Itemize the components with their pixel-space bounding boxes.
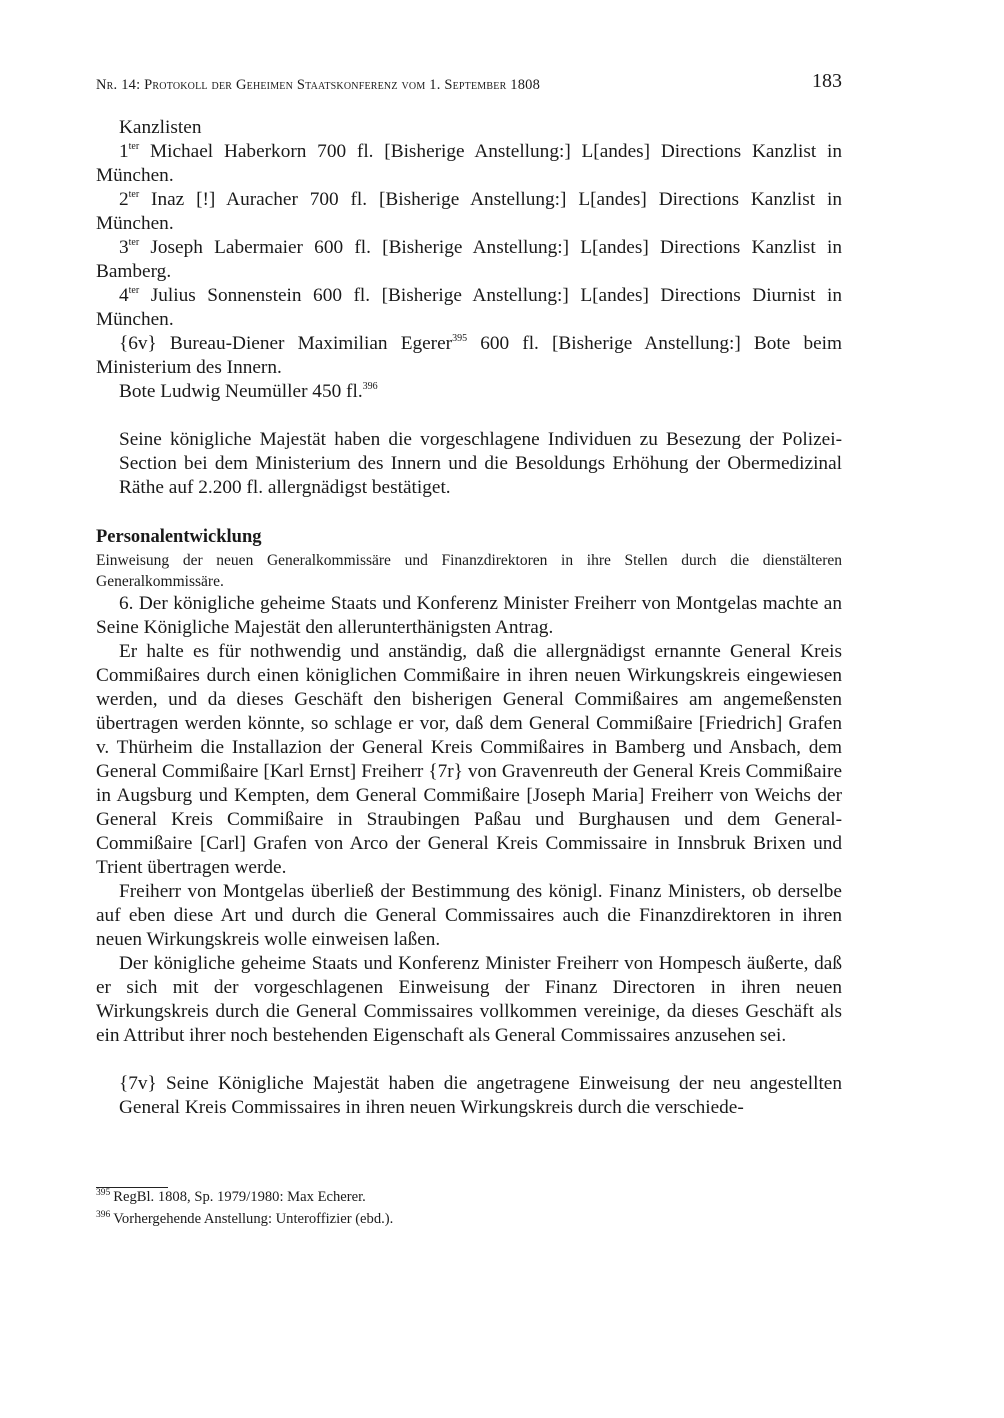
resolution-paragraph: {7v} Seine Königliche Majestät haben die angetragene Einweisung der neu angestellten General Kreis Commissaires in ihren neuen Wirkungskreis durch die verschiede- — [119, 1073, 842, 1118]
section-subheading: Einweisung der neuen Generalkommissäre und Finanzdirektoren in ihre Stellen durch die dienstälteren Generalkommissäre. — [96, 552, 842, 590]
entry-ordinal: 2 — [119, 189, 129, 210]
spacer — [96, 1048, 842, 1072]
entry-ordinal: 1 — [119, 141, 129, 162]
page-number: 183 — [812, 70, 842, 92]
spacer — [96, 500, 842, 524]
body-paragraph: Er halte es für nothwendig und anständig, daß die allergnädigst ernannte General Kreis Commißaires durch einen königlichen Commißaire in ihren neuen Wirkungskreis eingewiesen werden, und da dieses Geschäft den bisherigen General Commißaires am angemeßensten übertragen werden könnte, so schlage er vor, daß dem General Commißaire [Friedrich] Grafen v. Thürheim die Installazion der General Kreis Commißaires in Bamberg und Ansbach, dem General Commißaire [Karl Ernst] Freiherr {7r} von Gravenreuth der General Kreis Commißaire in Augsburg und Kempten, dem General Commißaire [Joseph Maria] Freiherr von Weichs der General Kreis Commißaire in Straubingen Paßau und Burghausen und dem General-Commißaire [Carl] Grafen von Arco der General Kreis Commissaire in Innsbruk Brixen und Trient übertragen werde. — [96, 641, 842, 878]
list-entry — [96, 140, 842, 188]
list-title: Kanzlisten — [119, 117, 202, 138]
body-text — [96, 116, 842, 1120]
footnote-text: Vorhergehende Anstellung: Unteroffizier (ebd.). — [113, 1211, 394, 1227]
list-entry — [96, 284, 842, 332]
list-entry — [96, 188, 842, 236]
section-heading: Personalentwicklung — [96, 527, 262, 547]
footnote-number: 395 — [96, 1188, 111, 1198]
footnote-ref: 396 — [362, 381, 378, 392]
body-paragraph: Freiherr von Montgelas überließ der Bestimmung des königl. Finanz Ministers, ob derselbe auf eben diese Art und durch die General Commissaires auch die Finanzdirektoren in ihren neuen Wirkungskreis wolle einweisen laßen. — [96, 881, 842, 950]
footnote — [96, 1186, 842, 1208]
entry-ordinal: 3 — [119, 237, 129, 258]
entry-text: Michael Haberkorn 700 fl. [Bisherige Anstellung:] L[andes] Directions Kanzlist in München. — [96, 141, 842, 186]
page-header — [96, 70, 842, 100]
bote-text: Bote Ludwig Neumüller 450 fl. — [119, 381, 363, 402]
entry-text: Julius Sonnenstein 600 fl. [Bisherige Anstellung:] L[andes] Directions Diurnist in München. — [96, 285, 842, 330]
entry-ordinal-suffix: ter — [128, 285, 140, 296]
bureau-text-end: 600 fl. [Bisherige Anstellung:] Bote beim Ministerium des Innern. — [96, 333, 843, 378]
footnote-number: 396 — [96, 1210, 111, 1220]
footnotes — [96, 1186, 842, 1230]
list-entry — [96, 236, 842, 284]
entry-ordinal-suffix: ter — [128, 141, 140, 152]
body-paragraph: Der königliche geheime Staats und Konferenz Minister Freiherr von Hompesch äußerte, daß er sich mit der vorgeschlagenen Einweisung der Finanz Directoren in ihren neuen Wirkungskreis durch die General Commissaires vollkommen vereinige, da dieses Geschäft als ein Attribut ihrer noch bestehenden Eigenschaft als General Commissaires anzusehen sei. — [96, 953, 842, 1046]
bureau-text-start: {6v} Bureau-Diener Maximilian Egerer — [119, 333, 453, 354]
footnote-ref: 395 — [452, 333, 468, 344]
bureau-diener-entry — [96, 332, 842, 380]
footnote — [96, 1208, 842, 1230]
spacer — [96, 404, 842, 428]
footnote-text: RegBl. 1808, Sp. 1979/1980: Max Echerer. — [113, 1189, 366, 1205]
entry-text: Inaz [!] Auracher 700 fl. [Bisherige Anstellung:] L[andes] Directions Kanzlist in München. — [96, 189, 842, 234]
bote-entry — [96, 380, 842, 404]
entry-ordinal: 4 — [119, 285, 129, 306]
body-paragraph: 6. Der königliche geheime Staats und Konferenz Minister Freiherr von Montgelas machte an Seine Königliche Majestät den allerunterthänigsten Antrag. — [96, 593, 842, 638]
entry-ordinal-suffix: ter — [128, 189, 140, 200]
entry-ordinal-suffix: ter — [128, 237, 140, 248]
running-head: Nr. 14: Protokoll der Geheimen Staatskonferenz vom 1. September 1808 — [96, 77, 541, 93]
entry-text: Joseph Labermaier 600 fl. [Bisherige Anstellung:] L[andes] Directions Kanzlist in Bamberg. — [96, 237, 842, 282]
resolution-paragraph: Seine königliche Majestät haben die vorgeschlagene Individuen zu Besezung der Polizei-Section bei dem Ministerium des Innern und die Besoldungs Erhöhung der Obermedizinal Räthe auf 2.200 fl. allergnädigst bestätiget. — [119, 429, 842, 498]
